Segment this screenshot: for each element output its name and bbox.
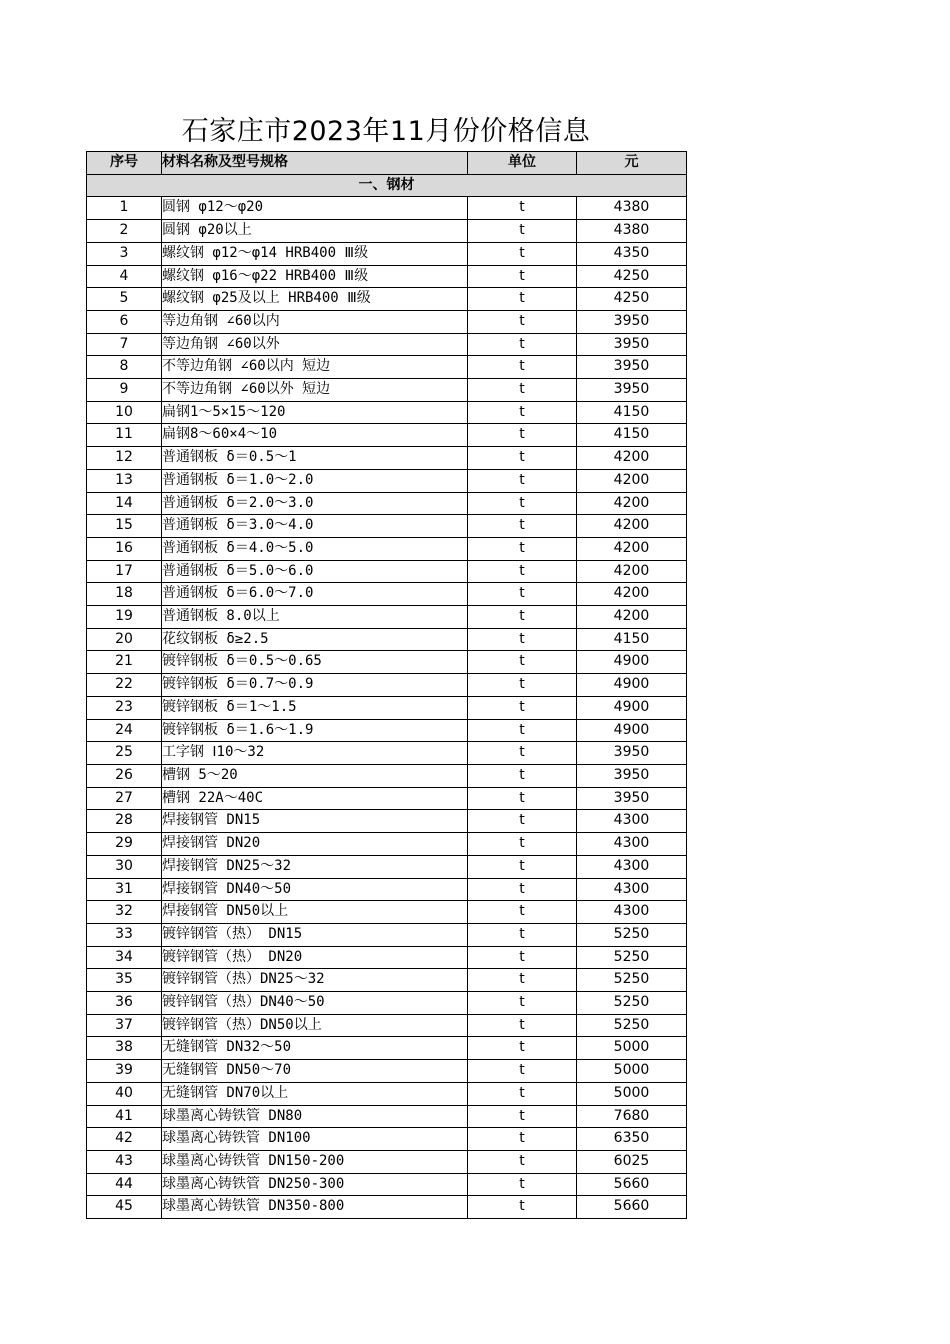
price-cell: 4200	[577, 447, 687, 470]
row-number: 42	[87, 1128, 162, 1151]
table-row	[87, 560, 687, 583]
unit-cell: t	[468, 628, 577, 651]
price-cell: 4300	[577, 878, 687, 901]
header-row	[87, 152, 687, 175]
price-cell: 5250	[577, 923, 687, 946]
table-row	[87, 288, 687, 311]
row-number: 19	[87, 606, 162, 629]
row-number: 13	[87, 469, 162, 492]
price-cell: 5250	[577, 946, 687, 969]
column-header-price: 元	[577, 152, 687, 175]
unit-cell: t	[468, 220, 577, 243]
row-number: 6	[87, 310, 162, 333]
material-name: 镀锌钢板 δ＝1～1.5	[162, 696, 468, 719]
price-cell: 6025	[577, 1150, 687, 1173]
material-name: 球墨离心铸铁管 DN100	[162, 1128, 468, 1151]
row-number: 7	[87, 333, 162, 356]
price-cell: 4200	[577, 606, 687, 629]
row-number: 45	[87, 1196, 162, 1219]
column-header-no: 序号	[87, 152, 162, 175]
price-cell: 4300	[577, 833, 687, 856]
unit-cell: t	[468, 651, 577, 674]
table-row	[87, 764, 687, 787]
material-name: 焊接钢管 DN20	[162, 833, 468, 856]
material-name: 不等边角钢 ∠60以内 短边	[162, 356, 468, 379]
unit-cell: t	[468, 855, 577, 878]
material-name: 镀锌钢板 δ＝1.6～1.9	[162, 719, 468, 742]
table-row	[87, 628, 687, 651]
material-name: 无缝钢管 DN70以上	[162, 1082, 468, 1105]
material-name: 圆钢 φ20以上	[162, 220, 468, 243]
material-name: 槽钢 22A～40C	[162, 787, 468, 810]
table-row	[87, 855, 687, 878]
row-number: 23	[87, 696, 162, 719]
price-cell: 5660	[577, 1196, 687, 1219]
material-name: 球墨离心铸铁管 DN350-800	[162, 1196, 468, 1219]
price-cell: 5250	[577, 1014, 687, 1037]
table-row	[87, 537, 687, 560]
row-number: 15	[87, 515, 162, 538]
row-number: 44	[87, 1173, 162, 1196]
material-name: 圆钢 φ12～φ20	[162, 197, 468, 220]
row-number: 17	[87, 560, 162, 583]
unit-cell: t	[468, 469, 577, 492]
unit-cell: t	[468, 833, 577, 856]
table-row	[87, 1128, 687, 1151]
price-cell: 5250	[577, 969, 687, 992]
unit-cell: t	[468, 764, 577, 787]
unit-cell: t	[468, 742, 577, 765]
unit-cell: t	[468, 1150, 577, 1173]
unit-cell: t	[468, 310, 577, 333]
table-row	[87, 379, 687, 402]
page-title: 石家庄市2023年11月份价格信息	[181, 116, 591, 147]
row-number: 34	[87, 946, 162, 969]
table-row	[87, 719, 687, 742]
unit-cell: t	[468, 1082, 577, 1105]
table-row	[87, 492, 687, 515]
row-number: 8	[87, 356, 162, 379]
table-row	[87, 1150, 687, 1173]
table-row	[87, 220, 687, 243]
price-cell: 3950	[577, 742, 687, 765]
price-cell: 4380	[577, 197, 687, 220]
price-cell: 5250	[577, 992, 687, 1015]
material-name: 镀锌钢管（热） DN20	[162, 946, 468, 969]
table-row	[87, 992, 687, 1015]
unit-cell: t	[468, 1037, 577, 1060]
unit-cell: t	[468, 969, 577, 992]
unit-cell: t	[468, 1196, 577, 1219]
material-name: 工字钢 Ⅰ10～32	[162, 742, 468, 765]
table-row	[87, 197, 687, 220]
row-number: 9	[87, 379, 162, 402]
unit-cell: t	[468, 1105, 577, 1128]
table-row	[87, 515, 687, 538]
price-table	[86, 151, 687, 1219]
unit-cell: t	[468, 242, 577, 265]
table-row	[87, 833, 687, 856]
price-cell: 4200	[577, 515, 687, 538]
price-cell: 4350	[577, 242, 687, 265]
material-name: 焊接钢管 DN25～32	[162, 855, 468, 878]
row-number: 27	[87, 787, 162, 810]
price-cell: 4300	[577, 810, 687, 833]
unit-cell: t	[468, 537, 577, 560]
material-name: 普通钢板 δ＝0.5～1	[162, 447, 468, 470]
price-cell: 4250	[577, 265, 687, 288]
unit-cell: t	[468, 401, 577, 424]
unit-cell: t	[468, 265, 577, 288]
row-number: 39	[87, 1060, 162, 1083]
table-row	[87, 742, 687, 765]
unit-cell: t	[468, 197, 577, 220]
price-cell: 5000	[577, 1060, 687, 1083]
material-name: 镀锌钢管（热）DN25～32	[162, 969, 468, 992]
unit-cell: t	[468, 992, 577, 1015]
row-number: 20	[87, 628, 162, 651]
price-cell: 4200	[577, 583, 687, 606]
material-name: 镀锌钢板 δ＝0.7～0.9	[162, 674, 468, 697]
table-row	[87, 447, 687, 470]
column-header-unit: 单位	[468, 152, 577, 175]
row-number: 11	[87, 424, 162, 447]
unit-cell: t	[468, 1173, 577, 1196]
unit-cell: t	[468, 583, 577, 606]
table-row	[87, 787, 687, 810]
table-row	[87, 333, 687, 356]
table-row	[87, 1105, 687, 1128]
price-cell: 3950	[577, 356, 687, 379]
row-number: 36	[87, 992, 162, 1015]
unit-cell: t	[468, 606, 577, 629]
unit-cell: t	[468, 787, 577, 810]
material-name: 镀锌钢管（热） DN15	[162, 923, 468, 946]
price-cell: 4900	[577, 651, 687, 674]
material-name: 螺纹钢 φ16～φ22 HRB400 Ⅲ级	[162, 265, 468, 288]
material-name: 螺纹钢 φ12～φ14 HRB400 Ⅲ级	[162, 242, 468, 265]
row-number: 37	[87, 1014, 162, 1037]
unit-cell: t	[468, 356, 577, 379]
price-cell: 4150	[577, 628, 687, 651]
row-number: 10	[87, 401, 162, 424]
price-cell: 4300	[577, 855, 687, 878]
table-row	[87, 1082, 687, 1105]
table-row	[87, 674, 687, 697]
table-row	[87, 469, 687, 492]
row-number: 22	[87, 674, 162, 697]
table-row	[87, 583, 687, 606]
unit-cell: t	[468, 696, 577, 719]
table-body	[87, 174, 687, 1218]
table-row	[87, 265, 687, 288]
row-number: 24	[87, 719, 162, 742]
unit-cell: t	[468, 288, 577, 311]
row-number: 40	[87, 1082, 162, 1105]
unit-cell: t	[468, 901, 577, 924]
material-name: 花纹钢板 δ≥2.5	[162, 628, 468, 651]
unit-cell: t	[468, 946, 577, 969]
row-number: 16	[87, 537, 162, 560]
price-cell: 4380	[577, 220, 687, 243]
row-number: 3	[87, 242, 162, 265]
table-row	[87, 1173, 687, 1196]
row-number: 21	[87, 651, 162, 674]
unit-cell: t	[468, 515, 577, 538]
row-number: 31	[87, 878, 162, 901]
unit-cell: t	[468, 492, 577, 515]
row-number: 1	[87, 197, 162, 220]
price-cell: 3950	[577, 379, 687, 402]
price-cell: 4150	[577, 424, 687, 447]
table-row	[87, 1060, 687, 1083]
material-name: 球墨离心铸铁管 DN80	[162, 1105, 468, 1128]
price-cell: 4250	[577, 288, 687, 311]
row-number: 38	[87, 1037, 162, 1060]
table-row	[87, 1037, 687, 1060]
table-row	[87, 424, 687, 447]
table-row	[87, 242, 687, 265]
unit-cell: t	[468, 719, 577, 742]
material-name: 扁钢8～60×4～10	[162, 424, 468, 447]
row-number: 41	[87, 1105, 162, 1128]
table-row	[87, 1014, 687, 1037]
table-row	[87, 810, 687, 833]
row-number: 35	[87, 969, 162, 992]
section-row	[87, 174, 687, 197]
price-cell: 4200	[577, 492, 687, 515]
material-name: 镀锌钢管（热）DN50以上	[162, 1014, 468, 1037]
section-heading: 一、钢材	[87, 174, 687, 197]
price-cell: 3950	[577, 310, 687, 333]
unit-cell: t	[468, 878, 577, 901]
material-name: 等边角钢 ∠60以外	[162, 333, 468, 356]
price-cell: 5000	[577, 1082, 687, 1105]
price-cell: 6350	[577, 1128, 687, 1151]
column-header-name: 材料名称及型号规格	[162, 152, 468, 175]
material-name: 普通钢板 δ＝5.0～6.0	[162, 560, 468, 583]
row-number: 26	[87, 764, 162, 787]
table-row	[87, 946, 687, 969]
table-row	[87, 401, 687, 424]
price-cell: 4200	[577, 537, 687, 560]
material-name: 镀锌钢管（热）DN40～50	[162, 992, 468, 1015]
material-name: 普通钢板 8.0以上	[162, 606, 468, 629]
material-name: 螺纹钢 φ25及以上 HRB400 Ⅲ级	[162, 288, 468, 311]
price-cell: 5000	[577, 1037, 687, 1060]
price-cell: 4900	[577, 674, 687, 697]
row-number: 14	[87, 492, 162, 515]
unit-cell: t	[468, 1014, 577, 1037]
material-name: 等边角钢 ∠60以内	[162, 310, 468, 333]
row-number: 29	[87, 833, 162, 856]
price-cell: 4200	[577, 560, 687, 583]
unit-cell: t	[468, 447, 577, 470]
price-cell: 7680	[577, 1105, 687, 1128]
material-name: 球墨离心铸铁管 DN150-200	[162, 1150, 468, 1173]
table-row	[87, 356, 687, 379]
price-cell: 3950	[577, 787, 687, 810]
material-name: 无缝钢管 DN50～70	[162, 1060, 468, 1083]
material-name: 普通钢板 δ＝2.0～3.0	[162, 492, 468, 515]
material-name: 槽钢 5～20	[162, 764, 468, 787]
material-name: 扁钢1～5×15～120	[162, 401, 468, 424]
row-number: 28	[87, 810, 162, 833]
row-number: 25	[87, 742, 162, 765]
row-number: 12	[87, 447, 162, 470]
unit-cell: t	[468, 923, 577, 946]
price-cell: 5660	[577, 1173, 687, 1196]
table-row	[87, 1196, 687, 1219]
table-row	[87, 310, 687, 333]
material-name: 无缝钢管 DN32～50	[162, 1037, 468, 1060]
table-row	[87, 901, 687, 924]
price-cell: 4300	[577, 901, 687, 924]
row-number: 30	[87, 855, 162, 878]
row-number: 5	[87, 288, 162, 311]
unit-cell: t	[468, 1060, 577, 1083]
material-name: 焊接钢管 DN50以上	[162, 901, 468, 924]
price-cell: 4200	[577, 469, 687, 492]
table-row	[87, 696, 687, 719]
table-row	[87, 923, 687, 946]
price-cell: 4900	[577, 719, 687, 742]
material-name: 球墨离心铸铁管 DN250-300	[162, 1173, 468, 1196]
material-name: 焊接钢管 DN15	[162, 810, 468, 833]
material-name: 普通钢板 δ＝4.0～5.0	[162, 537, 468, 560]
price-cell: 4900	[577, 696, 687, 719]
material-name: 普通钢板 δ＝3.0～4.0	[162, 515, 468, 538]
price-cell: 4150	[577, 401, 687, 424]
row-number: 2	[87, 220, 162, 243]
material-name: 不等边角钢 ∠60以外 短边	[162, 379, 468, 402]
unit-cell: t	[468, 560, 577, 583]
unit-cell: t	[468, 379, 577, 402]
unit-cell: t	[468, 1128, 577, 1151]
material-name: 镀锌钢板 δ＝0.5～0.65	[162, 651, 468, 674]
price-cell: 3950	[577, 764, 687, 787]
price-cell: 3950	[577, 333, 687, 356]
table-row	[87, 969, 687, 992]
material-name: 普通钢板 δ＝6.0～7.0	[162, 583, 468, 606]
row-number: 18	[87, 583, 162, 606]
row-number: 43	[87, 1150, 162, 1173]
table-row	[87, 651, 687, 674]
material-name: 普通钢板 δ＝1.0～2.0	[162, 469, 468, 492]
table-row	[87, 878, 687, 901]
unit-cell: t	[468, 424, 577, 447]
row-number: 4	[87, 265, 162, 288]
row-number: 32	[87, 901, 162, 924]
table-row	[87, 606, 687, 629]
material-name: 焊接钢管 DN40～50	[162, 878, 468, 901]
unit-cell: t	[468, 810, 577, 833]
row-number: 33	[87, 923, 162, 946]
unit-cell: t	[468, 333, 577, 356]
unit-cell: t	[468, 674, 577, 697]
